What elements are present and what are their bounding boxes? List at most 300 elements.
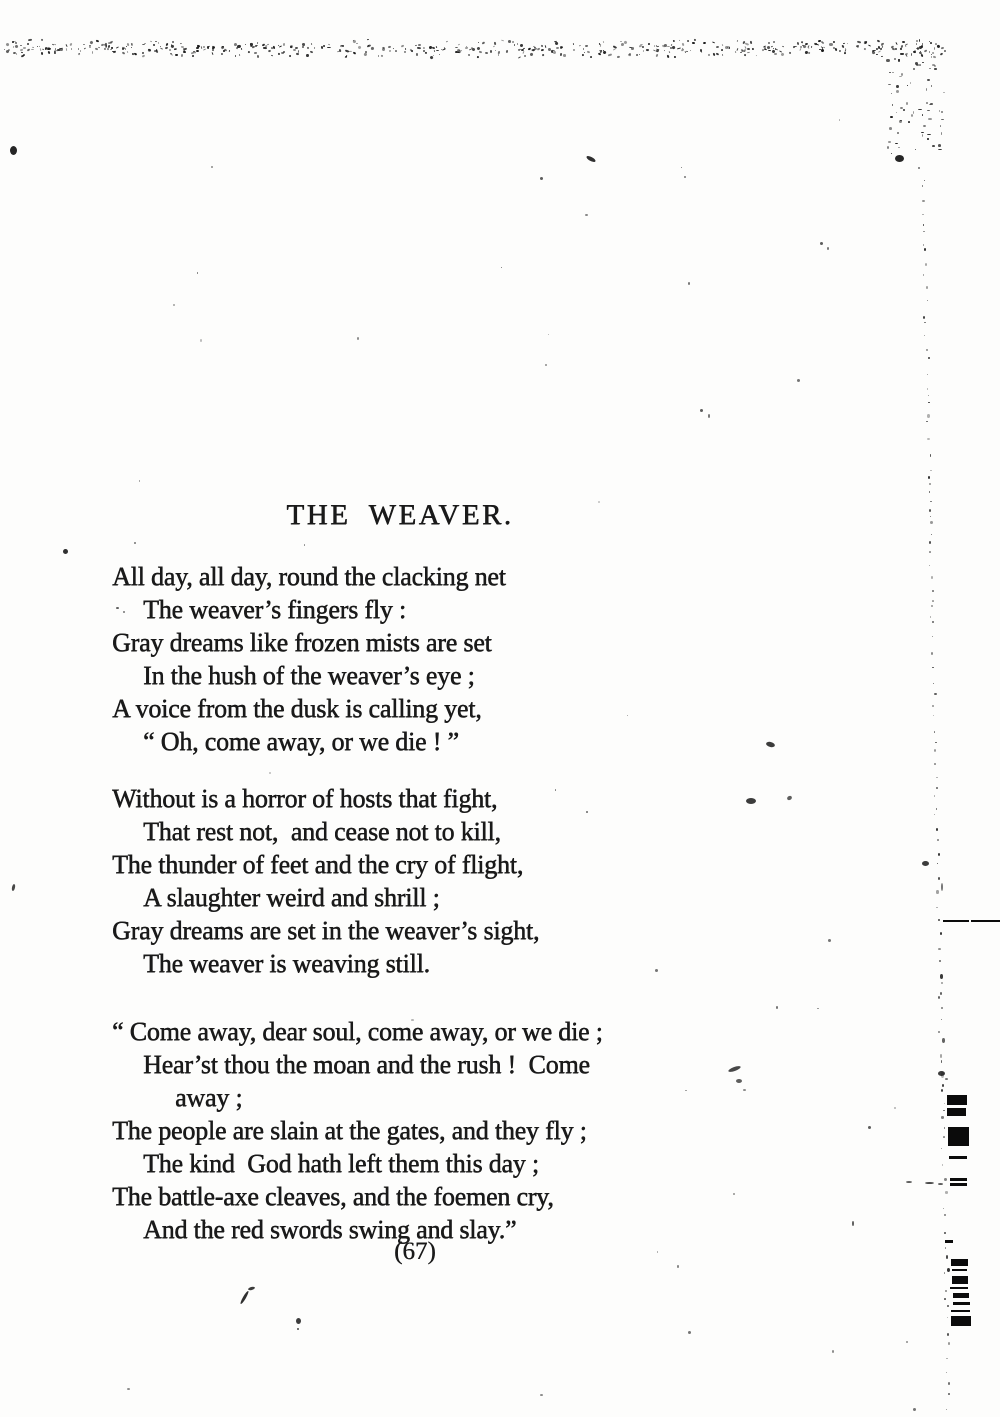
scan-speck bbox=[922, 861, 929, 866]
scan-speck bbox=[239, 1290, 249, 1304]
scan-speck bbox=[929, 68, 931, 69]
scan-speck bbox=[540, 45, 543, 47]
scan-speck bbox=[40, 52, 42, 55]
scan-speck bbox=[898, 147, 900, 148]
page-edge-bar bbox=[947, 1095, 967, 1105]
scan-speck bbox=[673, 40, 675, 42]
scan-speck bbox=[919, 39, 920, 42]
scan-speck bbox=[468, 54, 470, 56]
scan-speck bbox=[876, 54, 878, 55]
scan-speck bbox=[542, 54, 545, 56]
scan-speck bbox=[83, 44, 85, 45]
scan-speck bbox=[157, 42, 158, 44]
scan-speck bbox=[821, 41, 823, 43]
scan-speck bbox=[749, 41, 751, 44]
scan-speck bbox=[513, 44, 515, 46]
scan-speck bbox=[356, 43, 358, 44]
scan-speck bbox=[279, 46, 282, 48]
scan-speck bbox=[942, 1038, 945, 1043]
scan-speck bbox=[501, 267, 502, 268]
scan-speck bbox=[895, 155, 904, 162]
scan-speck bbox=[685, 1090, 687, 1091]
scan-speck bbox=[923, 316, 925, 319]
scan-speck bbox=[620, 41, 622, 42]
scan-speck bbox=[907, 85, 909, 86]
scan-speck bbox=[545, 364, 547, 366]
scan-speck bbox=[348, 50, 352, 52]
scan-speck bbox=[70, 48, 71, 50]
scan-speck bbox=[890, 116, 893, 118]
scan-speck bbox=[682, 42, 685, 45]
scan-speck bbox=[63, 549, 68, 554]
page-edge-bar bbox=[953, 1293, 969, 1298]
stanza-2 bbox=[112, 782, 539, 980]
scan-speck bbox=[110, 48, 112, 50]
scan-speck bbox=[646, 48, 648, 50]
poem-line: All day, all day, round the clacking net bbox=[112, 562, 506, 591]
scan-speck bbox=[173, 304, 175, 306]
scan-speck bbox=[839, 119, 840, 121]
scan-speck bbox=[142, 52, 144, 54]
scan-speck bbox=[923, 224, 924, 225]
scan-speck bbox=[520, 44, 524, 47]
scan-speck bbox=[472, 48, 476, 52]
scan-speck bbox=[801, 42, 803, 44]
scan-speck bbox=[586, 811, 587, 813]
scan-speck bbox=[922, 200, 924, 202]
scan-speck bbox=[900, 120, 902, 121]
scan-speck bbox=[941, 111, 943, 113]
scan-speck bbox=[926, 102, 929, 104]
scan-speck bbox=[21, 55, 25, 58]
scan-speck bbox=[90, 40, 94, 44]
scan-speck bbox=[933, 715, 934, 716]
scan-speck bbox=[929, 509, 931, 512]
scan-speck bbox=[84, 48, 86, 50]
scan-speck bbox=[921, 132, 924, 134]
scan-speck bbox=[932, 667, 934, 668]
scan-speck bbox=[947, 1333, 949, 1336]
scan-speck bbox=[931, 534, 933, 535]
scan-speck bbox=[947, 1317, 948, 1318]
scan-speck bbox=[877, 50, 880, 53]
scan-speck bbox=[821, 48, 825, 52]
scan-speck bbox=[744, 45, 747, 48]
scan-speck bbox=[927, 134, 930, 135]
scan-speck bbox=[933, 683, 934, 684]
scan-speck bbox=[941, 1116, 944, 1118]
scan-speck bbox=[436, 46, 438, 49]
scan-speck bbox=[868, 45, 871, 47]
scan-speck bbox=[165, 42, 168, 46]
scan-speck bbox=[389, 50, 391, 52]
scan-speck bbox=[498, 50, 500, 53]
scan-speck bbox=[728, 1065, 742, 1073]
scan-speck bbox=[901, 73, 903, 76]
scan-speck bbox=[148, 48, 152, 52]
scan-speck bbox=[112, 51, 115, 54]
scan-speck bbox=[716, 46, 719, 48]
scan-speck bbox=[669, 50, 671, 53]
scan-speck bbox=[11, 884, 15, 891]
poem-line: That rest not, and cease not to kill, bbox=[143, 817, 501, 846]
scan-speck bbox=[892, 72, 894, 73]
scan-speck bbox=[919, 64, 921, 66]
scan-speck bbox=[934, 814, 935, 815]
scan-speck bbox=[776, 1006, 778, 1008]
scan-speck bbox=[328, 44, 330, 46]
scan-speck bbox=[796, 42, 798, 45]
scan-speck bbox=[672, 45, 676, 49]
scan-speck bbox=[722, 54, 723, 56]
scan-speck bbox=[445, 40, 448, 42]
scan-speck bbox=[639, 54, 640, 55]
scan-speck bbox=[932, 590, 934, 592]
scan-speck bbox=[887, 146, 889, 149]
scan-speck bbox=[517, 57, 520, 60]
scan-speck bbox=[142, 54, 146, 58]
scan-speck bbox=[657, 1251, 658, 1252]
scan-speck bbox=[931, 54, 932, 55]
scan-speck bbox=[892, 104, 893, 106]
scan-speck bbox=[155, 41, 157, 42]
scan-speck bbox=[817, 1008, 819, 1009]
scan-speck bbox=[945, 1247, 947, 1249]
scan-speck bbox=[793, 46, 796, 49]
scan-speck bbox=[934, 68, 937, 69]
scan-speck bbox=[906, 102, 908, 105]
poem-line: Without is a horror of hosts that fight, bbox=[112, 784, 498, 813]
scan-speck bbox=[585, 45, 588, 47]
scan-speck bbox=[927, 79, 929, 81]
poem-line: The people are slain at the gates, and they fly ; bbox=[112, 1116, 587, 1145]
scan-speck bbox=[929, 51, 930, 53]
scan-speck bbox=[737, 40, 739, 42]
scan-speck bbox=[932, 621, 934, 624]
poem-line: The kind God hath left them this day ; bbox=[143, 1149, 539, 1178]
scan-speck bbox=[894, 48, 897, 51]
scan-speck bbox=[395, 50, 397, 52]
scan-speck bbox=[586, 155, 597, 163]
scan-speck bbox=[572, 43, 574, 46]
scan-speck bbox=[587, 51, 590, 54]
scan-speck bbox=[603, 50, 607, 53]
scan-speck bbox=[906, 1341, 908, 1343]
scan-speck bbox=[940, 1054, 942, 1058]
scan-speck bbox=[782, 46, 784, 48]
scan-speck bbox=[721, 49, 724, 52]
scan-speck bbox=[947, 1268, 950, 1272]
scan-speck bbox=[786, 795, 792, 801]
scan-speck bbox=[931, 576, 933, 578]
scan-speck bbox=[736, 1079, 742, 1083]
scan-speck bbox=[768, 42, 770, 44]
poem-line: In the hush of the weaver’s eye ; bbox=[143, 661, 475, 690]
scan-speck bbox=[423, 47, 425, 49]
scan-speck bbox=[458, 43, 461, 45]
scan-speck bbox=[925, 263, 927, 266]
scan-speck bbox=[357, 337, 359, 340]
scan-speck bbox=[941, 1019, 942, 1020]
scan-speck bbox=[479, 51, 482, 53]
scan-speck bbox=[818, 40, 822, 42]
scan-speck bbox=[940, 932, 942, 935]
scan-speck bbox=[131, 47, 132, 48]
scan-speck bbox=[938, 996, 940, 999]
scan-speck bbox=[922, 214, 923, 215]
scan-speck bbox=[936, 828, 938, 831]
scan-speck bbox=[684, 176, 686, 178]
scan-speck bbox=[930, 42, 932, 44]
scan-speck bbox=[944, 1298, 945, 1300]
scan-speck bbox=[820, 242, 823, 245]
scan-speck bbox=[944, 1103, 945, 1105]
scan-speck bbox=[432, 47, 436, 50]
scan-speck bbox=[293, 49, 296, 51]
scan-speck bbox=[228, 50, 230, 52]
scan-speck bbox=[69, 42, 72, 45]
scan-speck bbox=[297, 1328, 299, 1330]
scan-speck bbox=[886, 59, 889, 62]
scan-speck bbox=[523, 50, 525, 53]
scan-speck bbox=[663, 50, 665, 51]
scan-speck bbox=[864, 48, 866, 50]
scan-speck bbox=[934, 47, 935, 50]
scan-speck bbox=[366, 44, 370, 47]
scan-speck bbox=[367, 39, 370, 41]
scan-speck bbox=[926, 286, 928, 289]
scan-speck bbox=[357, 46, 361, 50]
scan-speck bbox=[304, 544, 305, 546]
scan-speck bbox=[269, 50, 271, 53]
scan-speck bbox=[833, 41, 835, 44]
scan-speck bbox=[655, 969, 658, 972]
scan-speck bbox=[928, 118, 931, 120]
scan-speck bbox=[490, 50, 493, 53]
scan-speck bbox=[254, 52, 257, 54]
scan-speck bbox=[269, 772, 271, 774]
scan-speck bbox=[898, 59, 900, 62]
scan-speck bbox=[733, 1193, 735, 1195]
scan-speck bbox=[418, 44, 421, 46]
scan-speck bbox=[944, 1127, 945, 1129]
scan-speck bbox=[465, 47, 468, 49]
scan-speck bbox=[877, 39, 880, 42]
scan-speck bbox=[746, 48, 749, 50]
scan-speck bbox=[939, 960, 941, 962]
scan-speck bbox=[517, 43, 519, 45]
scan-speck bbox=[811, 46, 813, 49]
scan-speck bbox=[674, 55, 676, 57]
scan-speck bbox=[894, 58, 896, 60]
scan-speck bbox=[433, 55, 434, 57]
scan-speck bbox=[165, 47, 168, 50]
poem-line: And the red swords swing and slay.” bbox=[143, 1215, 517, 1244]
scan-speck bbox=[927, 414, 930, 418]
scan-speck bbox=[96, 39, 99, 41]
scan-speck bbox=[896, 42, 898, 45]
stanza-3 bbox=[112, 1015, 603, 1246]
scan-speck bbox=[948, 1342, 950, 1345]
scan-speck bbox=[932, 705, 934, 707]
scan-speck bbox=[443, 46, 445, 49]
scan-speck bbox=[894, 1107, 896, 1108]
scan-speck bbox=[160, 48, 163, 50]
scan-speck bbox=[14, 44, 18, 48]
scan-speck bbox=[888, 84, 891, 85]
scan-speck bbox=[929, 551, 930, 553]
scan-speck bbox=[842, 45, 845, 49]
scan-speck bbox=[845, 49, 847, 52]
page-edge-bar bbox=[971, 920, 1000, 922]
scan-speck bbox=[121, 51, 124, 54]
page-edge-bar bbox=[951, 1310, 970, 1312]
scan-speck bbox=[197, 272, 198, 274]
scan-speck bbox=[388, 45, 391, 47]
scan-speck bbox=[934, 693, 936, 695]
scan-speck bbox=[934, 749, 936, 752]
scan-speck bbox=[929, 491, 931, 493]
scan-speck bbox=[378, 55, 379, 57]
scan-speck bbox=[896, 90, 899, 93]
scan-speck bbox=[938, 1031, 940, 1034]
scan-speck bbox=[934, 795, 935, 797]
scan-speck bbox=[897, 132, 898, 135]
scan-speck bbox=[708, 414, 710, 418]
poem-title: THE WEAVER. bbox=[286, 499, 514, 531]
scan-speck bbox=[485, 52, 488, 54]
scan-speck bbox=[746, 798, 756, 804]
poem-line: Gray dreams like frozen mists are set bbox=[112, 628, 492, 657]
scan-speck bbox=[938, 149, 942, 150]
scan-speck bbox=[856, 45, 860, 48]
poem-line: A voice from the dusk is calling yet, bbox=[112, 694, 482, 723]
scan-speck bbox=[302, 43, 305, 46]
scan-speck bbox=[541, 49, 545, 52]
scan-speck bbox=[944, 1272, 945, 1274]
scan-speck bbox=[417, 47, 421, 49]
scan-speck bbox=[211, 46, 214, 49]
scan-speck bbox=[899, 76, 901, 77]
scan-speck bbox=[929, 565, 930, 566]
scan-speck bbox=[935, 742, 937, 743]
scan-speck bbox=[241, 48, 243, 50]
scan-speck bbox=[927, 110, 929, 111]
scan-speck bbox=[39, 45, 41, 47]
scan-speck bbox=[47, 46, 50, 49]
scan-speck bbox=[10, 146, 17, 155]
scan-speck bbox=[871, 51, 875, 55]
scan-speck bbox=[734, 51, 736, 53]
scan-speck bbox=[540, 1394, 543, 1396]
scan-speck bbox=[936, 787, 938, 789]
scan-speck bbox=[430, 56, 434, 60]
scan-speck bbox=[688, 1331, 691, 1334]
scan-speck bbox=[838, 50, 840, 53]
scan-speck bbox=[835, 47, 838, 50]
scan-speck bbox=[938, 144, 941, 147]
scan-speck bbox=[941, 119, 943, 120]
scan-speck bbox=[688, 282, 690, 285]
scan-speck bbox=[918, 109, 921, 110]
scan-speck bbox=[737, 48, 739, 51]
scan-speck bbox=[920, 54, 923, 57]
scan-speck bbox=[948, 1382, 950, 1385]
scan-speck bbox=[740, 52, 742, 54]
stanza-1 bbox=[112, 560, 506, 758]
scan-speck bbox=[929, 483, 931, 485]
scan-speck bbox=[936, 777, 937, 778]
scan-speck bbox=[924, 180, 925, 181]
scan-speck bbox=[306, 54, 309, 57]
scan-speck bbox=[941, 883, 943, 891]
scan-speck bbox=[200, 339, 202, 341]
scan-speck bbox=[828, 939, 831, 942]
scan-speck bbox=[915, 62, 918, 65]
scan-speck bbox=[922, 185, 923, 187]
scan-speck bbox=[823, 46, 826, 48]
scan-speck bbox=[945, 1078, 948, 1080]
poem-line: The thunder of feet and the cry of flight, bbox=[112, 850, 524, 879]
scan-speck bbox=[931, 85, 932, 88]
scan-speck bbox=[283, 43, 285, 46]
poem-line: The weaver’s fingers fly : bbox=[143, 595, 406, 624]
scan-speck bbox=[439, 54, 440, 55]
scan-speck bbox=[916, 64, 919, 66]
scan-speck bbox=[40, 39, 43, 42]
scan-speck bbox=[196, 50, 199, 52]
scan-speck bbox=[933, 55, 936, 58]
scan-speck bbox=[814, 42, 817, 45]
scan-speck bbox=[944, 1232, 947, 1235]
scan-speck bbox=[142, 44, 145, 45]
scan-speck bbox=[311, 43, 313, 45]
scan-speck bbox=[923, 244, 924, 246]
scan-speck bbox=[946, 1255, 949, 1258]
poem-line: “ Come away, dear soul, come away, or we die ; bbox=[112, 1017, 603, 1046]
scan-speck bbox=[940, 125, 941, 127]
poem-line: A slaughter weird and shrill ; bbox=[143, 883, 440, 912]
scan-speck bbox=[544, 45, 546, 48]
scan-speck bbox=[923, 231, 924, 232]
scan-speck bbox=[780, 53, 784, 57]
scan-speck bbox=[708, 53, 711, 56]
scan-speck bbox=[934, 763, 936, 765]
scan-speck bbox=[881, 55, 883, 56]
scan-speck bbox=[927, 374, 928, 375]
scan-speck bbox=[927, 138, 929, 140]
scan-speck bbox=[640, 43, 643, 44]
scan-speck bbox=[927, 300, 928, 301]
scan-speck bbox=[711, 42, 715, 45]
scan-speck bbox=[900, 53, 903, 54]
scan-speck bbox=[125, 48, 126, 50]
scan-speck bbox=[540, 177, 543, 180]
scan-speck bbox=[584, 52, 585, 53]
scan-speck bbox=[478, 42, 479, 43]
scan-speck bbox=[939, 52, 943, 55]
scan-speck bbox=[338, 49, 341, 52]
page-edge-bar bbox=[952, 1276, 968, 1284]
scan-speck bbox=[482, 42, 486, 45]
scan-speck bbox=[913, 68, 915, 70]
poem-line: The weaver is weaving still. bbox=[143, 949, 430, 978]
scan-speck bbox=[923, 125, 926, 128]
scan-speck bbox=[411, 50, 413, 53]
poem-line: The battle-axe cleaves, and the foemen cry, bbox=[112, 1182, 554, 1211]
scan-speck bbox=[927, 388, 928, 390]
scan-speck bbox=[307, 46, 310, 49]
